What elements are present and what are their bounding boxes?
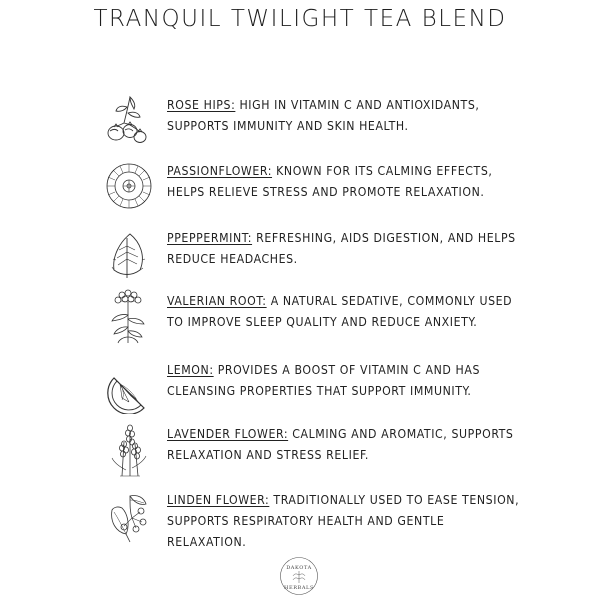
lemon-slice-icon [100,358,158,414]
ingredient-text [167,490,527,553]
ingredient-description: TRADITIONALLY USED TO EASE TENSION, SUPPORTS RESPIRATORY HEALTH AND GENTLE RELAXATION. [167,493,520,549]
ingredient-name: PPEPPERMINT: [167,231,253,245]
ingredient-text [167,161,527,203]
passionflower-icon [100,159,158,215]
ingredient-item [100,159,520,215]
ingredient-item [100,289,520,345]
ingredient-name: LAVENDER FLOWER: [167,427,289,441]
ingredient-item [100,488,520,549]
ingredient-name: LEMON: [167,363,214,377]
lavender-icon [100,422,158,478]
valerian-icon [100,289,158,345]
ingredient-name: ROSE HIPS: [167,98,236,112]
ingredient-name: PASSIONFLOWER: [167,164,273,178]
ingredient-text [167,95,527,137]
svg-text:DAKOTA: DAKOTA [286,565,312,571]
ingredient-text [167,228,527,270]
ingredient-description: KNOWN FOR ITS CALMING EFFECTS, HELPS RELIEVE STRESS AND PROMOTE RELAXATION. [167,164,493,199]
ingredient-name: LINDEN FLOWER: [167,493,270,507]
ingredient-text [167,360,527,402]
ingredient-item [100,358,520,414]
ingredient-description: CALMING AND AROMATIC, SUPPORTS RELAXATION AND STRESS RELIEF. [167,427,514,462]
linden-flower-icon [100,488,158,544]
ingredient-description: PROVIDES A BOOST OF VITAMIN C AND HAS CLEANSING PROPERTIES THAT SUPPORT IMMUNITY. [167,363,481,398]
ingredient-description: A NATURAL SEDATIVE, COMMONLY USED TO IMPROVE SLEEP QUALITY AND REDUCE ANXIETY. [167,294,513,329]
brand-logo [279,556,319,596]
rose-hips-icon [100,93,158,149]
ingredient-item [100,93,520,149]
ingredient-name: VALERIAN ROOT: [167,294,267,308]
page-title: TRANQUIL TWILIGHT TEA BLEND [93,6,507,32]
ingredient-description: REFRESHING, AIDS DIGESTION, AND HELPS REDUCE HEADACHES. [167,231,516,266]
peppermint-leaf-icon [100,226,158,282]
ingredient-description: HIGH IN VITAMIN C AND ANTIOXIDANTS, SUPPORTS IMMUNITY AND SKIN HEALTH. [167,98,480,133]
ingredient-item [100,226,520,282]
ingredient-item [100,422,520,478]
ingredient-text [167,291,527,333]
svg-text:HERBALS: HERBALS [283,585,315,591]
ingredient-text [167,424,527,466]
